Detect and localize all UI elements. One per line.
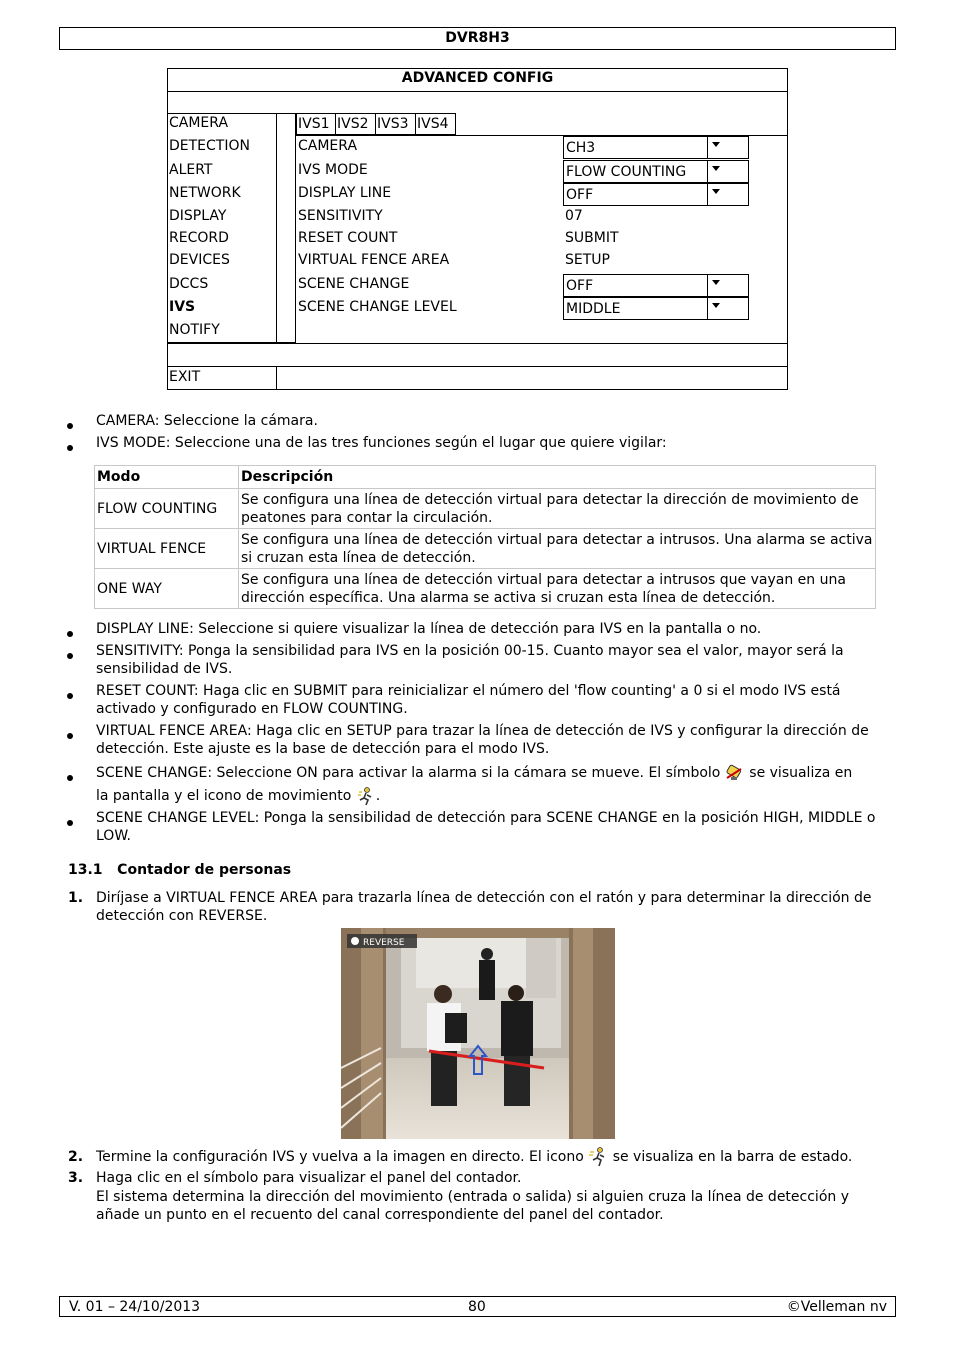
setting-label-sensitivity: SENSITIVITY xyxy=(298,208,383,224)
footer-divider-top xyxy=(167,343,788,344)
table-row xyxy=(95,569,876,609)
chevron-down-icon[interactable] xyxy=(707,184,748,205)
footer-company: ©Velleman nv xyxy=(786,1299,887,1315)
setting-label-ivs-mode: IVS MODE xyxy=(298,162,368,178)
chevron-down-icon[interactable] xyxy=(707,298,748,319)
header-description: Descripción xyxy=(239,466,876,489)
bullet-icon xyxy=(67,631,73,637)
menu-item-alert[interactable]: ALERT xyxy=(169,162,213,178)
description-cell: Se configura una línea de detección virtual para detectar la dirección de movimiento de peatones para contar la circulación. xyxy=(239,489,876,529)
scene-change-text-b: se visualiza en xyxy=(749,765,853,781)
table-row xyxy=(95,489,876,529)
footer-page-number: 80 xyxy=(468,1299,486,1315)
table-header-row xyxy=(95,466,876,489)
bullet-icon xyxy=(67,445,73,451)
scene-change-select[interactable] xyxy=(563,274,749,297)
bullet-icon xyxy=(67,653,73,659)
setting-label-virtual-fence: VIRTUAL FENCE AREA xyxy=(298,252,450,268)
menu-item-camera[interactable]: CAMERA xyxy=(169,115,229,131)
virtual-fence-setup-button[interactable]: SETUP xyxy=(565,252,610,268)
ivs-status-icon xyxy=(588,1146,608,1168)
menu-item-dccs[interactable]: DCCS xyxy=(169,276,209,292)
mode-cell: VIRTUAL FENCE xyxy=(95,529,239,569)
menu-item-notify[interactable]: NOTIFY xyxy=(169,322,220,338)
bullet-icon xyxy=(67,423,73,429)
camera-select[interactable] xyxy=(563,136,749,159)
exit-button[interactable]: EXIT xyxy=(169,369,201,385)
bullet-sensitivity: SENSITIVITY: Ponga la sensibilidad para IVS en la posición 00-15. Cuanto mayor sea el valor, mayor será la sensibilidad de IVS. xyxy=(96,643,844,677)
bullet-icon xyxy=(67,820,73,826)
scene-change-text-c: la pantalla y el icono de movimiento xyxy=(96,788,352,804)
step-3-text-detail: El sistema determina la dirección del movimiento (entrada o salida) si alguien cruza la línea de detección y añade un punto en el recuento del canal correspondiente del panel del contador. xyxy=(96,1189,849,1223)
step-number: 3. xyxy=(68,1170,84,1186)
step-2-text xyxy=(96,1144,852,1170)
reset-count-submit-button[interactable]: SUBMIT xyxy=(565,230,619,246)
setting-label-scene-change: SCENE CHANGE xyxy=(298,276,410,292)
menu-item-network[interactable]: NETWORK xyxy=(169,185,241,201)
setting-label-reset-count: RESET COUNT xyxy=(298,230,398,246)
tab-ivs1[interactable]: IVS1 xyxy=(296,113,336,135)
tab-ivs4[interactable]: IVS4 xyxy=(415,113,456,135)
chevron-down-icon[interactable] xyxy=(707,275,748,296)
section-title: Contador de personas xyxy=(117,862,292,878)
bullet-icon xyxy=(67,693,73,699)
display-line-select[interactable] xyxy=(563,183,749,206)
step-2-text-b: se visualiza en la barra de estado. xyxy=(612,1149,853,1165)
chevron-down-icon[interactable] xyxy=(707,137,748,158)
tab-ivs2[interactable]: IVS2 xyxy=(335,113,376,135)
sensitivity-value[interactable]: 07 xyxy=(565,208,583,224)
scene-change-alarm-icon xyxy=(725,763,745,783)
display-line-select-value: OFF xyxy=(566,187,594,203)
setting-label-camera: CAMERA xyxy=(298,138,358,154)
bullet-scene-level: SCENE CHANGE LEVEL: Ponga la sensibilidad de detección para SCENE CHANGE en la posición HIGH, MIDDLE o LOW. xyxy=(96,810,876,844)
bullet-scene-change-line2 xyxy=(96,785,380,807)
bullet-virtual-fence: VIRTUAL FENCE AREA: Haga clic en SETUP para trazar la línea de detección de IVS y configurar la dirección de detección. Este ajuste es la base de detección para el modo IVS. xyxy=(96,723,869,757)
header-mode: Modo xyxy=(95,466,239,489)
table-row xyxy=(95,529,876,569)
page-footer xyxy=(59,1296,896,1317)
bullet-scene-change-line1 xyxy=(96,762,888,784)
menu-item-record[interactable]: RECORD xyxy=(169,230,229,246)
mode-cell: FLOW COUNTING xyxy=(95,489,239,529)
bullet-ivs-mode: IVS MODE: Seleccione una de las tres funciones según el lugar que quiere vigilar: xyxy=(96,435,667,451)
menu-separator-strip xyxy=(276,113,296,343)
menu-item-display[interactable]: DISPLAY xyxy=(169,208,227,224)
description-cell: Se configura una línea de detección virtual para detectar a intrusos. Una alarma se activa si cruzan esta línea de detección. xyxy=(239,529,876,569)
scene-change-text-a: SCENE CHANGE: Seleccione ON para activar la alarma si la cámara se mueve. El símbolo xyxy=(96,765,721,781)
step-number: 2. xyxy=(68,1149,84,1165)
section-heading xyxy=(68,861,291,879)
footer-divider-mid xyxy=(167,366,788,367)
chevron-down-icon[interactable] xyxy=(707,161,748,182)
scene-change-select-value: OFF xyxy=(566,278,594,294)
bullet-camera: CAMERA: Seleccione la cámara. xyxy=(96,413,318,429)
step-number: 1. xyxy=(68,890,84,906)
camera-live-image xyxy=(341,928,615,1139)
scene-level-select-value: MIDDLE xyxy=(566,301,621,317)
bullet-reset-count: RESET COUNT: Haga clic en SUBMIT para reinicializar el número del 'flow counting' a 0 si el modo IVS está activado y configurado en FLOW COUNTING. xyxy=(96,683,841,717)
exit-separator xyxy=(276,366,277,390)
description-cell: Se configura una línea de detección virtual para detectar a intrusos que vayan en una dirección específica. Una alarma se activa si cruzan esta línea de detección. xyxy=(239,569,876,609)
menu-item-detection[interactable]: DETECTION xyxy=(169,138,250,154)
camera-select-value: CH3 xyxy=(566,140,596,156)
tab-ivs3[interactable]: IVS3 xyxy=(375,113,416,135)
setting-label-display-line: DISPLAY LINE xyxy=(298,185,392,201)
bullet-display-line: DISPLAY LINE: Seleccione si quiere visualizar la línea de detección para IVS en la pantalla o no. xyxy=(96,621,762,637)
bullet-icon xyxy=(67,733,73,739)
footer-version: V. 01 – 24/10/2013 xyxy=(69,1299,201,1315)
model-title: DVR8H3 xyxy=(445,30,510,46)
scene-change-text-d: . xyxy=(375,788,381,804)
menu-item-devices[interactable]: DEVICES xyxy=(169,252,230,268)
mode-cell: ONE WAY xyxy=(95,569,239,609)
step-2-text-a: Termine la configuración IVS y vuelva a la imagen en directo. El icono xyxy=(96,1149,584,1165)
ivs-mode-select-value: FLOW COUNTING xyxy=(566,164,687,180)
title-divider xyxy=(167,91,788,92)
setting-label-scene-level: SCENE CHANGE LEVEL xyxy=(298,299,457,315)
panel-title: ADVANCED CONFIG xyxy=(401,70,554,86)
scene-level-select[interactable] xyxy=(563,297,749,320)
modes-table xyxy=(94,465,876,609)
bullet-icon xyxy=(67,775,73,781)
section-number: 13.1 xyxy=(68,862,103,878)
document-header xyxy=(59,27,896,50)
step-1-text: Diríjase a VIRTUAL FENCE AREA para trazarla línea de detección con el ratón y para determinar la dirección de detección con REVERSE. xyxy=(96,890,872,924)
menu-item-ivs[interactable]: IVS xyxy=(169,299,196,315)
ivs-mode-select[interactable] xyxy=(563,160,749,183)
motion-icon xyxy=(356,786,376,806)
step-3-text: Haga clic en el símbolo para visualizar el panel del contador. xyxy=(96,1170,522,1186)
reverse-label: REVERSE xyxy=(363,938,405,948)
